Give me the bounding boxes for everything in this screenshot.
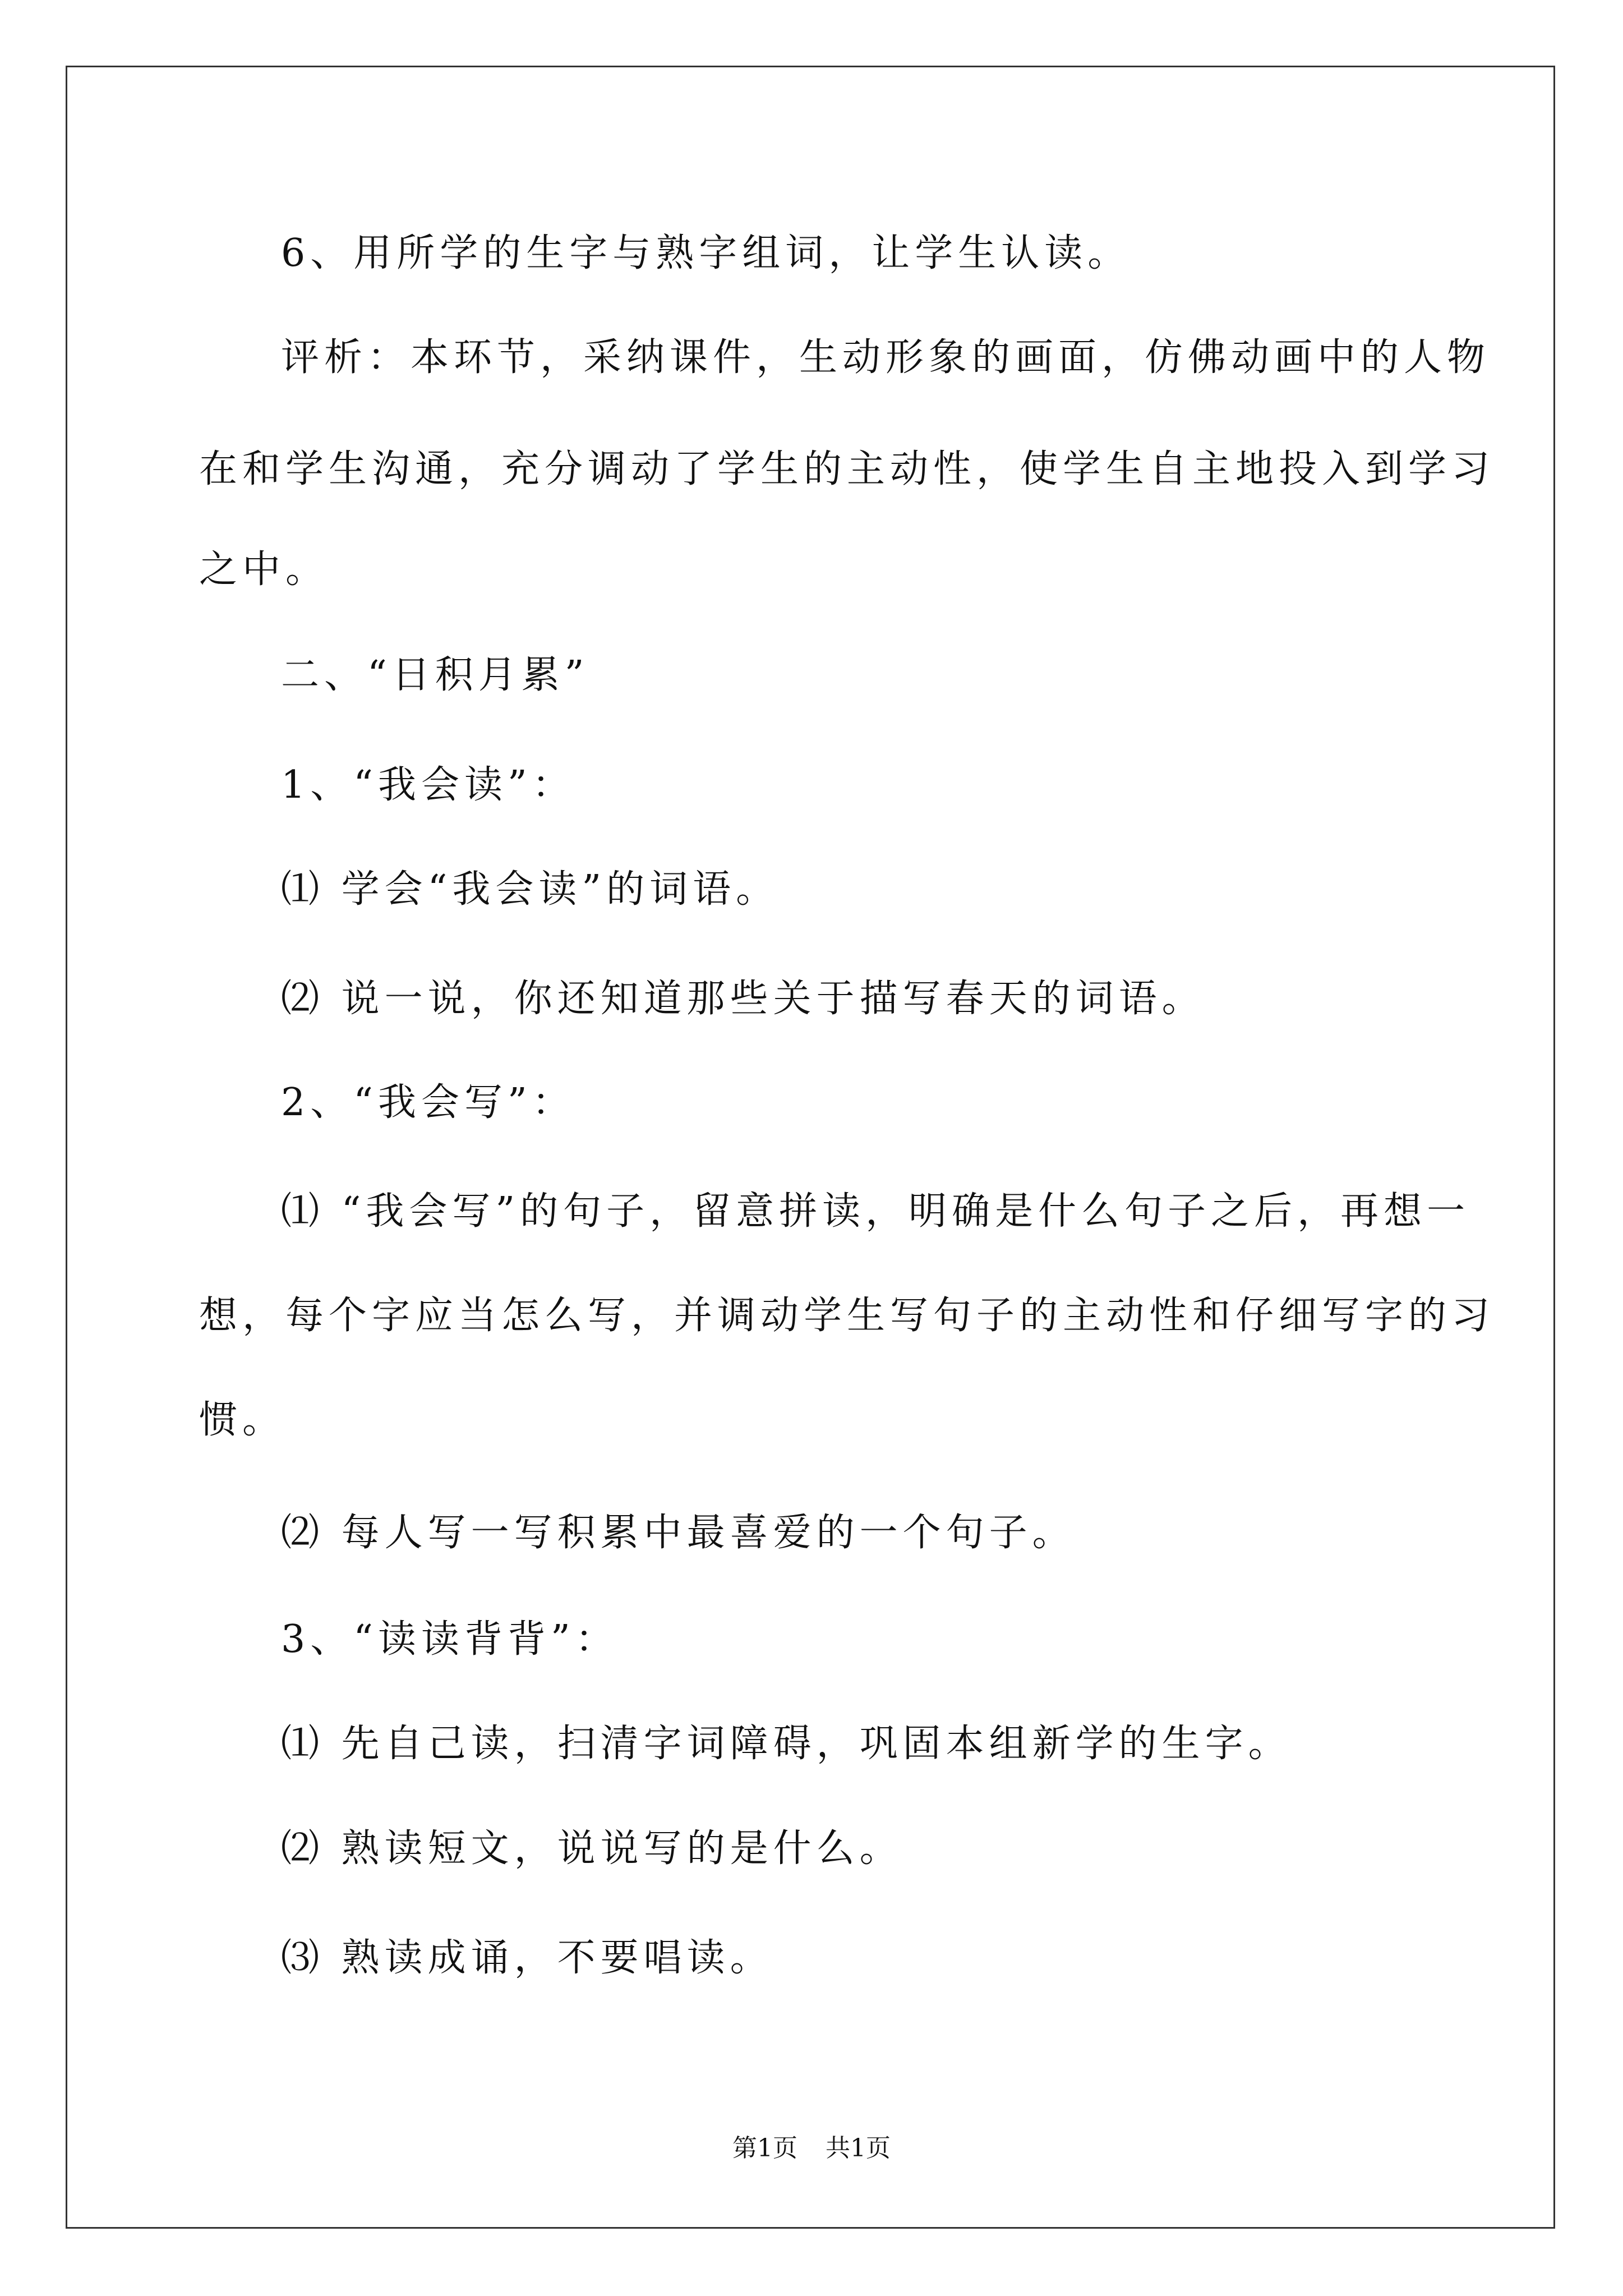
subsection-heading: 1、“我会读”： [281,763,575,807]
list-item: ⑵ 每人写一写积累中最喜爱的一个句子。 [281,1511,1076,1555]
paragraph-line: 6、用所学的生字与熟字组词，让学生认读。 [281,231,1131,275]
list-item: ⑶ 熟读成诵，不要唱读。 [281,1936,773,1980]
list-item: ⑵ 说一说，你还知道那些关于描写春天的词语。 [281,977,1205,1021]
list-item: ⑴ “我会写”的句子，留意拼读，明确是什么句子之后，再想一 [281,1189,1470,1234]
list-item: ⑵ 熟读短文，说说写的是什么。 [281,1826,903,1871]
page-count: 共1页 [826,2134,891,2162]
paragraph-line: 在和学生沟通，充分调动了学生的主动性，使学生自主地投入到学习 [199,447,1495,491]
paragraph-line: 想，每个字应当怎么写，并调动学生写句子的主动性和仔细写字的习 [199,1294,1495,1338]
page-footer [0,2133,1623,2164]
subsection-heading: 2、“我会写”： [281,1080,575,1125]
subsection-heading: 3、“读读背背”： [281,1617,619,1662]
paragraph-line: 评析：本环节，采纳课件，生动形象的画面，仿佛动画中的人物 [281,335,1491,380]
list-item: ⑴ 先自己读，扫清字词障碍，巩固本组新学的生字。 [281,1722,1292,1766]
page-number: 第1页 [732,2134,797,2162]
paragraph-line: 惯。 [199,1398,286,1442]
paragraph-line: 之中。 [199,547,329,592]
list-item: ⑴ 学会“我会读”的词语。 [281,867,780,912]
section-heading: 二、“日积月累” [281,653,589,697]
page-border [66,66,1555,2229]
